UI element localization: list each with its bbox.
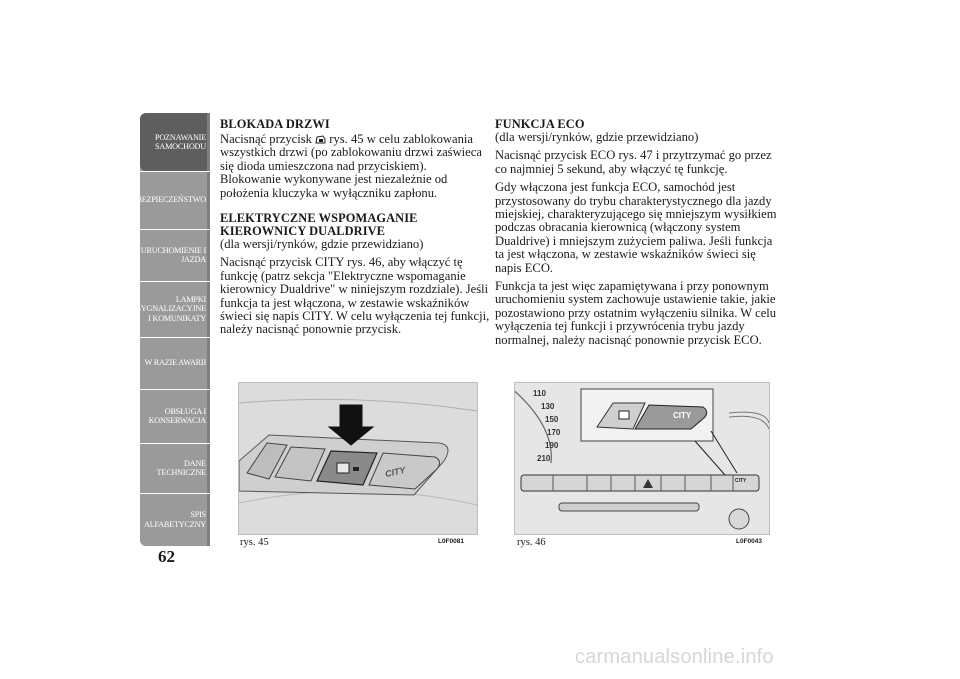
speed-label: 210 [537,454,551,463]
section-subheading: (dla wersji/rynków, gdzie przewidziano) [220,237,424,252]
city-button-label-inset: CITY [673,411,692,420]
speed-label: 130 [541,402,555,411]
tab-divider [140,337,210,338]
tab-bezpieczenstwo[interactable]: BEZPIECZEŃSTWO [140,171,210,229]
left-column [220,118,490,337]
tab-lampki-sygnalizacyjne[interactable]: LAMPKI SYGNALIZACYJNE I KOMUNIKATY [140,281,210,337]
figure-46-illustration [514,382,770,535]
figure-46-caption: rys. 46 [517,537,546,548]
tab-divider [140,493,210,494]
tab-dane-techniczne[interactable]: DANE TECHNICZNE [140,443,210,493]
figure-45-code: L0F0081 [438,538,465,545]
city-button-label: CITY [384,464,407,480]
figure-45-caption: rys. 45 [240,537,269,548]
tab-divider [140,443,210,444]
speed-label: 170 [547,428,561,437]
figure-45-illustration [238,382,478,535]
text-fragment: Nacisnąć przycisk [220,132,316,146]
eco-paragraph-2: Gdy włączona jest funkcja ECO, samochód jest przystosowany do trybu charakterystycznego dla jazdy miejskiej, charakteryzującego się mniejszym wysiłkiem podczas obracania kierownicą (włączony system Dualdrive) i mniejszym zużyciem paliwa. Jeśli funkcja ta jest włączona, w zestawie wskaźników świeci się napis ECO. [495,180,777,275]
door-lock-paragraph [220,133,490,200]
tab-divider [140,229,210,230]
tab-spis-alfabetyczny[interactable]: SPIS ALFABETYCZNY [140,493,210,546]
speed-label: 150 [545,415,559,424]
door-lock-icon [315,134,326,144]
figure-46-code: L0F0043 [736,538,763,545]
eco-paragraph-1: Nacisnąć przycisk ECO rys. 47 i przytrzymać go przez co najmniej 5 sekund, aby włączyć tę funkcję. [495,148,772,176]
text-fragment: rys. 45 w celu zablokowania wszystkich drzwi (po zablokowaniu drzwi zaświeca się dioda umieszczona nad przyciskiem). Blokowanie wykonywane jest niezależnie od położenia kluczyka w wyłączniku zapłonu. [220,132,482,200]
tab-divider [140,389,210,390]
dualdrive-paragraph: Nacisnąć przycisk CITY rys. 46, aby włączyć tę funkcję (patrz sekcja "Elektryczne wspomaganie kierownicy Dualdrive" w niniejszym rozdziale). Jeśli funkcja ta jest włączona, w zestawie wskaźników świeci się napis CITY. W celu wyłączenia tej funkcji, należy nacisnąć ponownie przycisk. [220,255,490,337]
right-column [495,118,783,347]
tab-divider [140,171,210,172]
section-heading-eco: FUNKCJA ECO [495,117,585,131]
watermark-text: carmanualsonline.info [575,646,774,668]
tab-w-razie-awarii[interactable]: W RAZIE AWARII [140,337,210,389]
tab-divider [140,281,210,282]
speed-label: 190 [545,441,559,450]
tab-uruchomienie-i-jazda[interactable]: URUCHOMIENIE I JAZDA [140,229,210,281]
speedometer-scale [533,387,560,465]
section-heading-door-lock: BLOKADA DRZWI [220,117,330,131]
city-button-label-row: CITY [735,478,747,484]
section-subheading: (dla wersji/rynków, gdzie przewidziano) [495,130,699,144]
page-number: 62 [158,547,175,566]
section-heading-dualdrive: ELEKTRYCZNE WSPOMAGANIE KIEROWNICY DUALDRIVE [220,211,418,239]
tab-obsluga-i-konserwacja[interactable]: OBSŁUGA I KONSERWACJA [140,389,210,443]
dashboard-buttons-drawing [239,383,477,534]
tab-poznawanie-samochodu[interactable]: POZNAWANIE SAMOCHODU [140,113,210,171]
speed-label: 110 [533,389,546,398]
eco-paragraph-3: Funkcja ta jest więc zapamiętywana i przy ponownym uruchomieniu system zachowuje ustawienie takie, jakie pozostawiono przy ostatnim wyłączeniu silnika. W celu wyłączenia tej funkcji i przywrócenia trybu jazdy normalnej, należy nacisnąć ponownie przycisk ECO. [495,279,777,347]
